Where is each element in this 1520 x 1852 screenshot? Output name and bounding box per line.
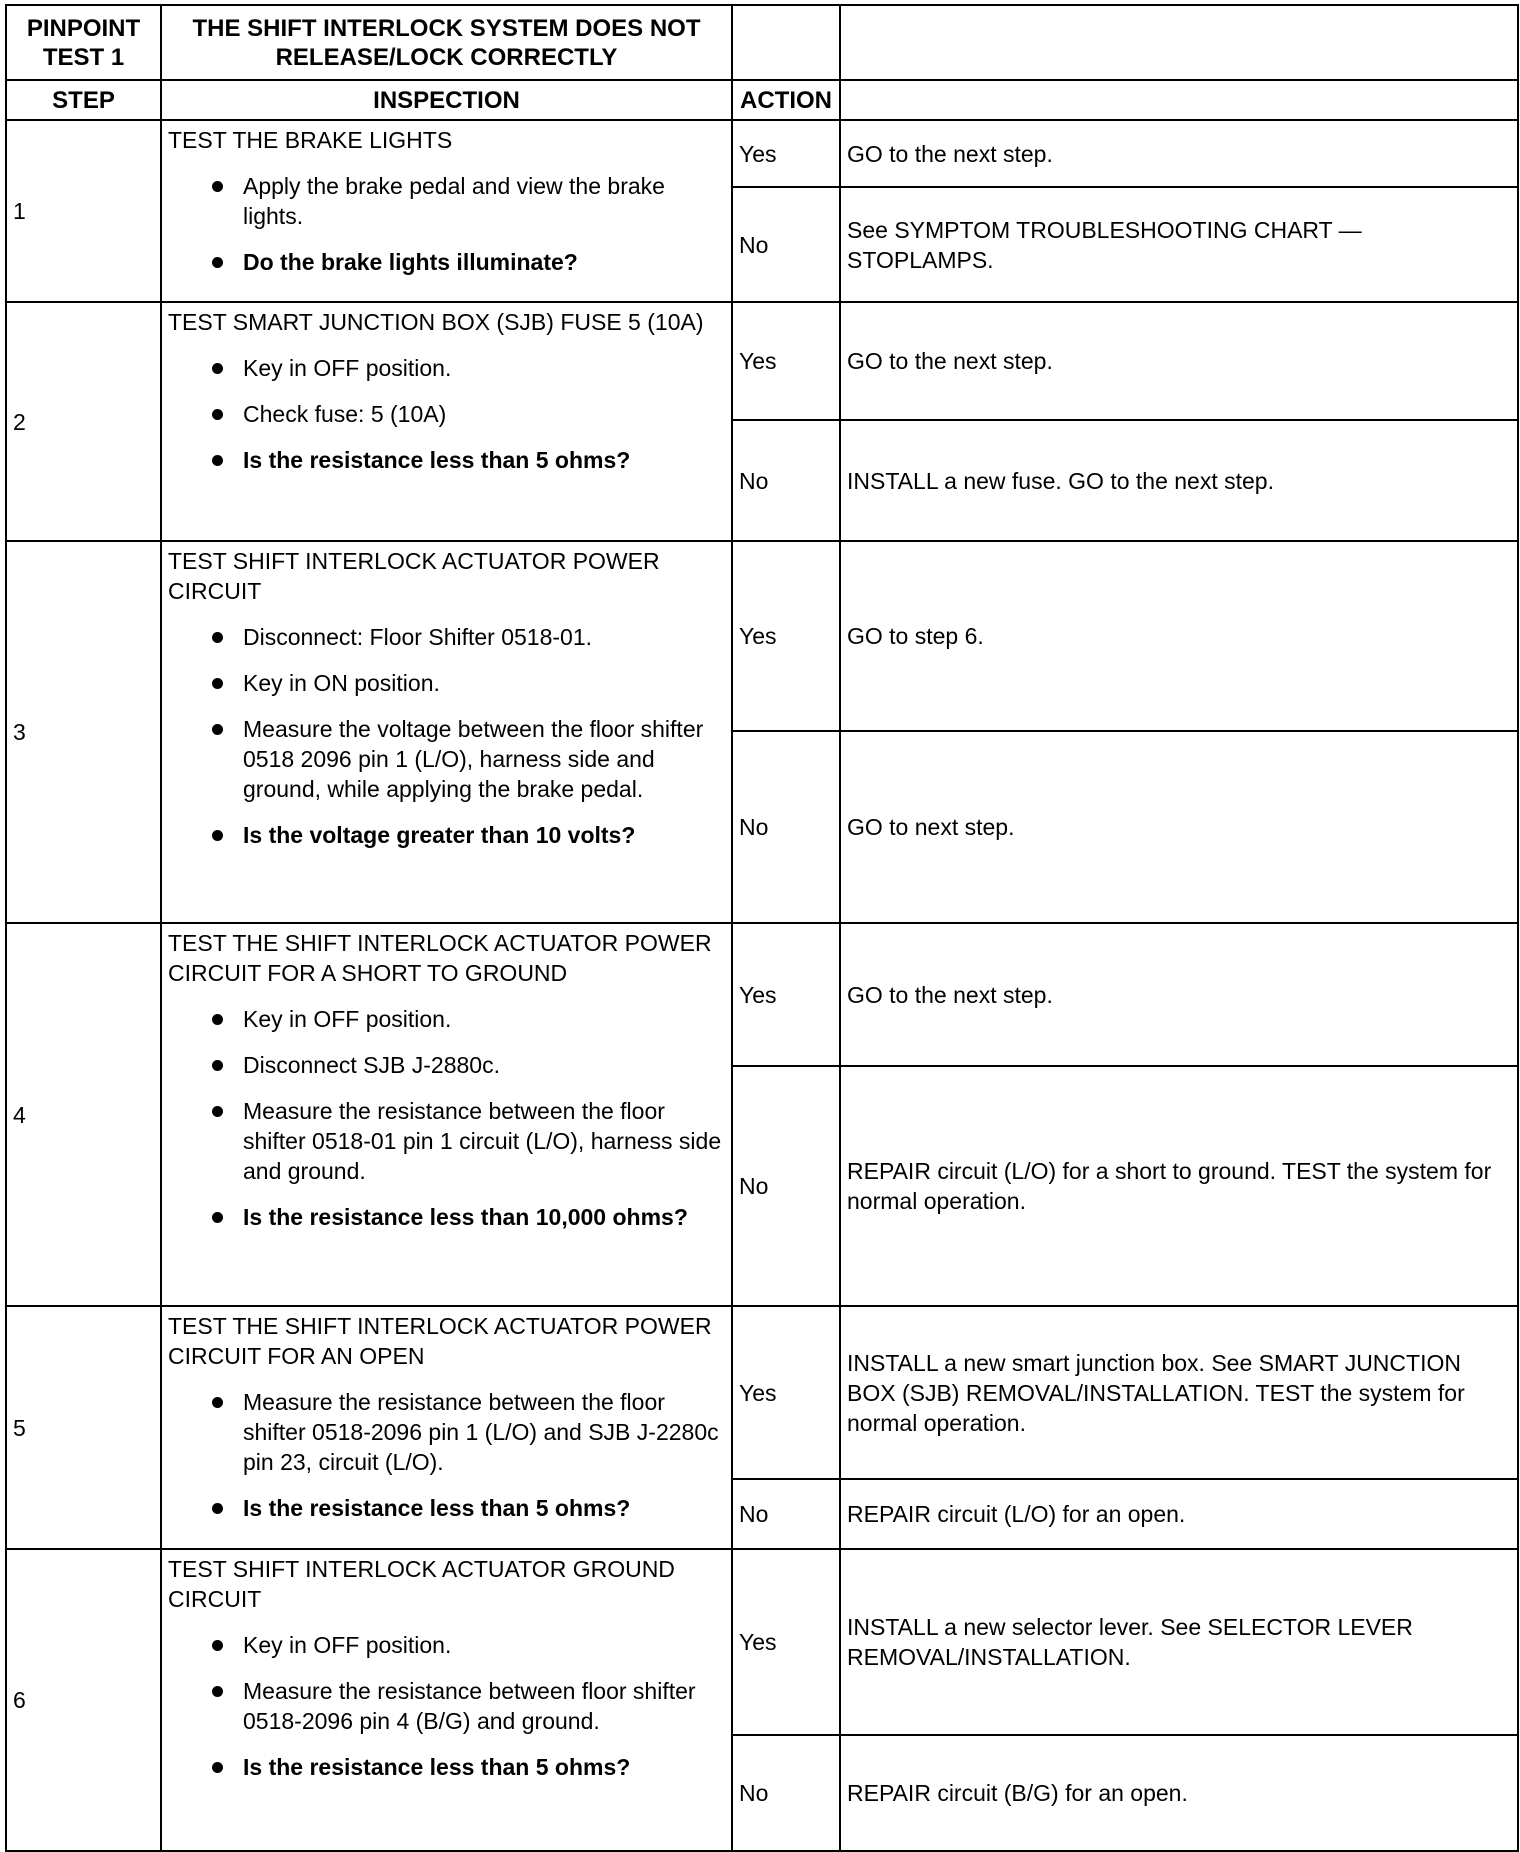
action-column-header: ACTION xyxy=(732,80,840,120)
no-action: REPAIR circuit (L/O) for an open. xyxy=(840,1479,1518,1549)
inspection-question: Is the resistance less than 5 ohms? xyxy=(168,1752,725,1782)
no-label: No xyxy=(732,187,840,302)
step-row xyxy=(6,541,1518,731)
no-action: REPAIR circuit (B/G) for an open. xyxy=(840,1735,1518,1851)
yes-label: Yes xyxy=(732,120,840,187)
yes-action: GO to step 6. xyxy=(840,541,1518,731)
inspection-bullet: Measure the voltage between the floor shifter 0518 2096 pin 1 (L/O), harness side and ground, while applying the brake pedal. xyxy=(168,714,725,804)
inspection-title: TEST SMART JUNCTION BOX (SJB) FUSE 5 (10A) xyxy=(168,309,704,335)
inspection-cell xyxy=(161,1306,732,1549)
step-row xyxy=(6,120,1518,187)
yes-label: Yes xyxy=(732,302,840,420)
inspection-bullet: Apply the brake pedal and view the brake lights. xyxy=(168,171,725,231)
step-number: 5 xyxy=(6,1306,161,1549)
step-row xyxy=(6,923,1518,1066)
inspection-bullets xyxy=(168,1387,725,1523)
inspection-bullet: Key in OFF position. xyxy=(168,353,725,383)
inspection-title: TEST THE BRAKE LIGHTS xyxy=(168,127,453,153)
inspection-bullets xyxy=(168,1630,725,1782)
no-label: No xyxy=(732,1479,840,1549)
inspection-bullet: Disconnect SJB J-2880c. xyxy=(168,1050,725,1080)
step-number: 1 xyxy=(6,120,161,302)
blank-header-cell xyxy=(732,5,840,80)
inspection-cell xyxy=(161,1549,732,1851)
inspection-question: Is the resistance less than 10,000 ohms? xyxy=(168,1202,725,1232)
steps-body xyxy=(6,120,1518,1851)
inspection-cell xyxy=(161,302,732,541)
step-number: 4 xyxy=(6,923,161,1306)
yes-label: Yes xyxy=(732,1549,840,1735)
no-action: INSTALL a new fuse. GO to the next step. xyxy=(840,420,1518,541)
no-label: No xyxy=(732,420,840,541)
inspection-bullet: Disconnect: Floor Shifter 0518-01. xyxy=(168,622,725,652)
inspection-title: TEST THE SHIFT INTERLOCK ACTUATOR POWER CIRCUIT FOR A SHORT TO GROUND xyxy=(168,930,712,986)
inspection-bullet: Measure the resistance between the floor shifter 0518-2096 pin 1 (L/O) and SJB J-2280c pin 23, circuit (L/O). xyxy=(168,1387,725,1477)
inspection-bullets xyxy=(168,1004,725,1232)
yes-label: Yes xyxy=(732,541,840,731)
inspection-bullet: Key in OFF position. xyxy=(168,1004,725,1034)
step-number: 6 xyxy=(6,1549,161,1851)
yes-action: GO to the next step. xyxy=(840,923,1518,1066)
step-number: 2 xyxy=(6,302,161,541)
column-header-row xyxy=(6,80,1518,120)
inspection-bullet: Key in ON position. xyxy=(168,668,725,698)
inspection-bullet: Measure the resistance between floor shifter 0518-2096 pin 4 (B/G) and ground. xyxy=(168,1676,725,1736)
title-row xyxy=(6,5,1518,80)
inspection-bullet: Check fuse: 5 (10A) xyxy=(168,399,725,429)
inspection-bullets xyxy=(168,353,725,475)
inspection-cell xyxy=(161,923,732,1306)
step-column-header: STEP xyxy=(6,80,161,120)
yes-action: INSTALL a new selector lever. See SELECTOR LEVER REMOVAL/INSTALLATION. xyxy=(840,1549,1518,1735)
inspection-question: Is the resistance less than 5 ohms? xyxy=(168,445,725,475)
yes-action: INSTALL a new smart junction box. See SMART JUNCTION BOX (SJB) REMOVAL/INSTALLATION. TEST the system for normal operation. xyxy=(840,1306,1518,1479)
step-row xyxy=(6,1306,1518,1479)
inspection-question: Do the brake lights illuminate? xyxy=(168,247,725,277)
test-title: THE SHIFT INTERLOCK SYSTEM DOES NOT RELEASE/LOCK CORRECTLY xyxy=(161,5,732,80)
inspection-title: TEST THE SHIFT INTERLOCK ACTUATOR POWER CIRCUIT FOR AN OPEN xyxy=(168,1313,712,1369)
inspection-title: TEST SHIFT INTERLOCK ACTUATOR GROUND CIRCUIT xyxy=(168,1556,675,1612)
blank-header-cell xyxy=(840,5,1518,80)
inspection-question: Is the voltage greater than 10 volts? xyxy=(168,820,725,850)
step-row xyxy=(6,302,1518,420)
inspection-bullet: Measure the resistance between the floor shifter 0518-01 pin 1 circuit (L/O), harness side and ground. xyxy=(168,1096,725,1186)
yes-label: Yes xyxy=(732,923,840,1066)
yes-action: GO to the next step. xyxy=(840,302,1518,420)
pinpoint-label: PINPOINT TEST 1 xyxy=(6,5,161,80)
no-action: See SYMPTOM TROUBLESHOOTING CHART — STOPLAMPS. xyxy=(840,187,1518,302)
inspection-cell xyxy=(161,541,732,923)
inspection-bullets xyxy=(168,622,725,850)
inspection-cell xyxy=(161,120,732,302)
no-action: REPAIR circuit (L/O) for a short to ground. TEST the system for normal operation. xyxy=(840,1066,1518,1306)
no-label: No xyxy=(732,1066,840,1306)
no-label: No xyxy=(732,731,840,923)
inspection-bullet: Key in OFF position. xyxy=(168,1630,725,1660)
yes-action: GO to the next step. xyxy=(840,120,1518,187)
inspection-title: TEST SHIFT INTERLOCK ACTUATOR POWER CIRCUIT xyxy=(168,548,660,604)
inspection-column-header: INSPECTION xyxy=(161,80,732,120)
yes-label: Yes xyxy=(732,1306,840,1479)
no-label: No xyxy=(732,1735,840,1851)
blank-header-cell xyxy=(840,80,1518,120)
step-row xyxy=(6,1549,1518,1735)
inspection-question: Is the resistance less than 5 ohms? xyxy=(168,1493,725,1523)
inspection-bullets xyxy=(168,171,725,277)
no-action: GO to next step. xyxy=(840,731,1518,923)
step-number: 3 xyxy=(6,541,161,923)
pinpoint-test-table xyxy=(5,4,1519,1852)
